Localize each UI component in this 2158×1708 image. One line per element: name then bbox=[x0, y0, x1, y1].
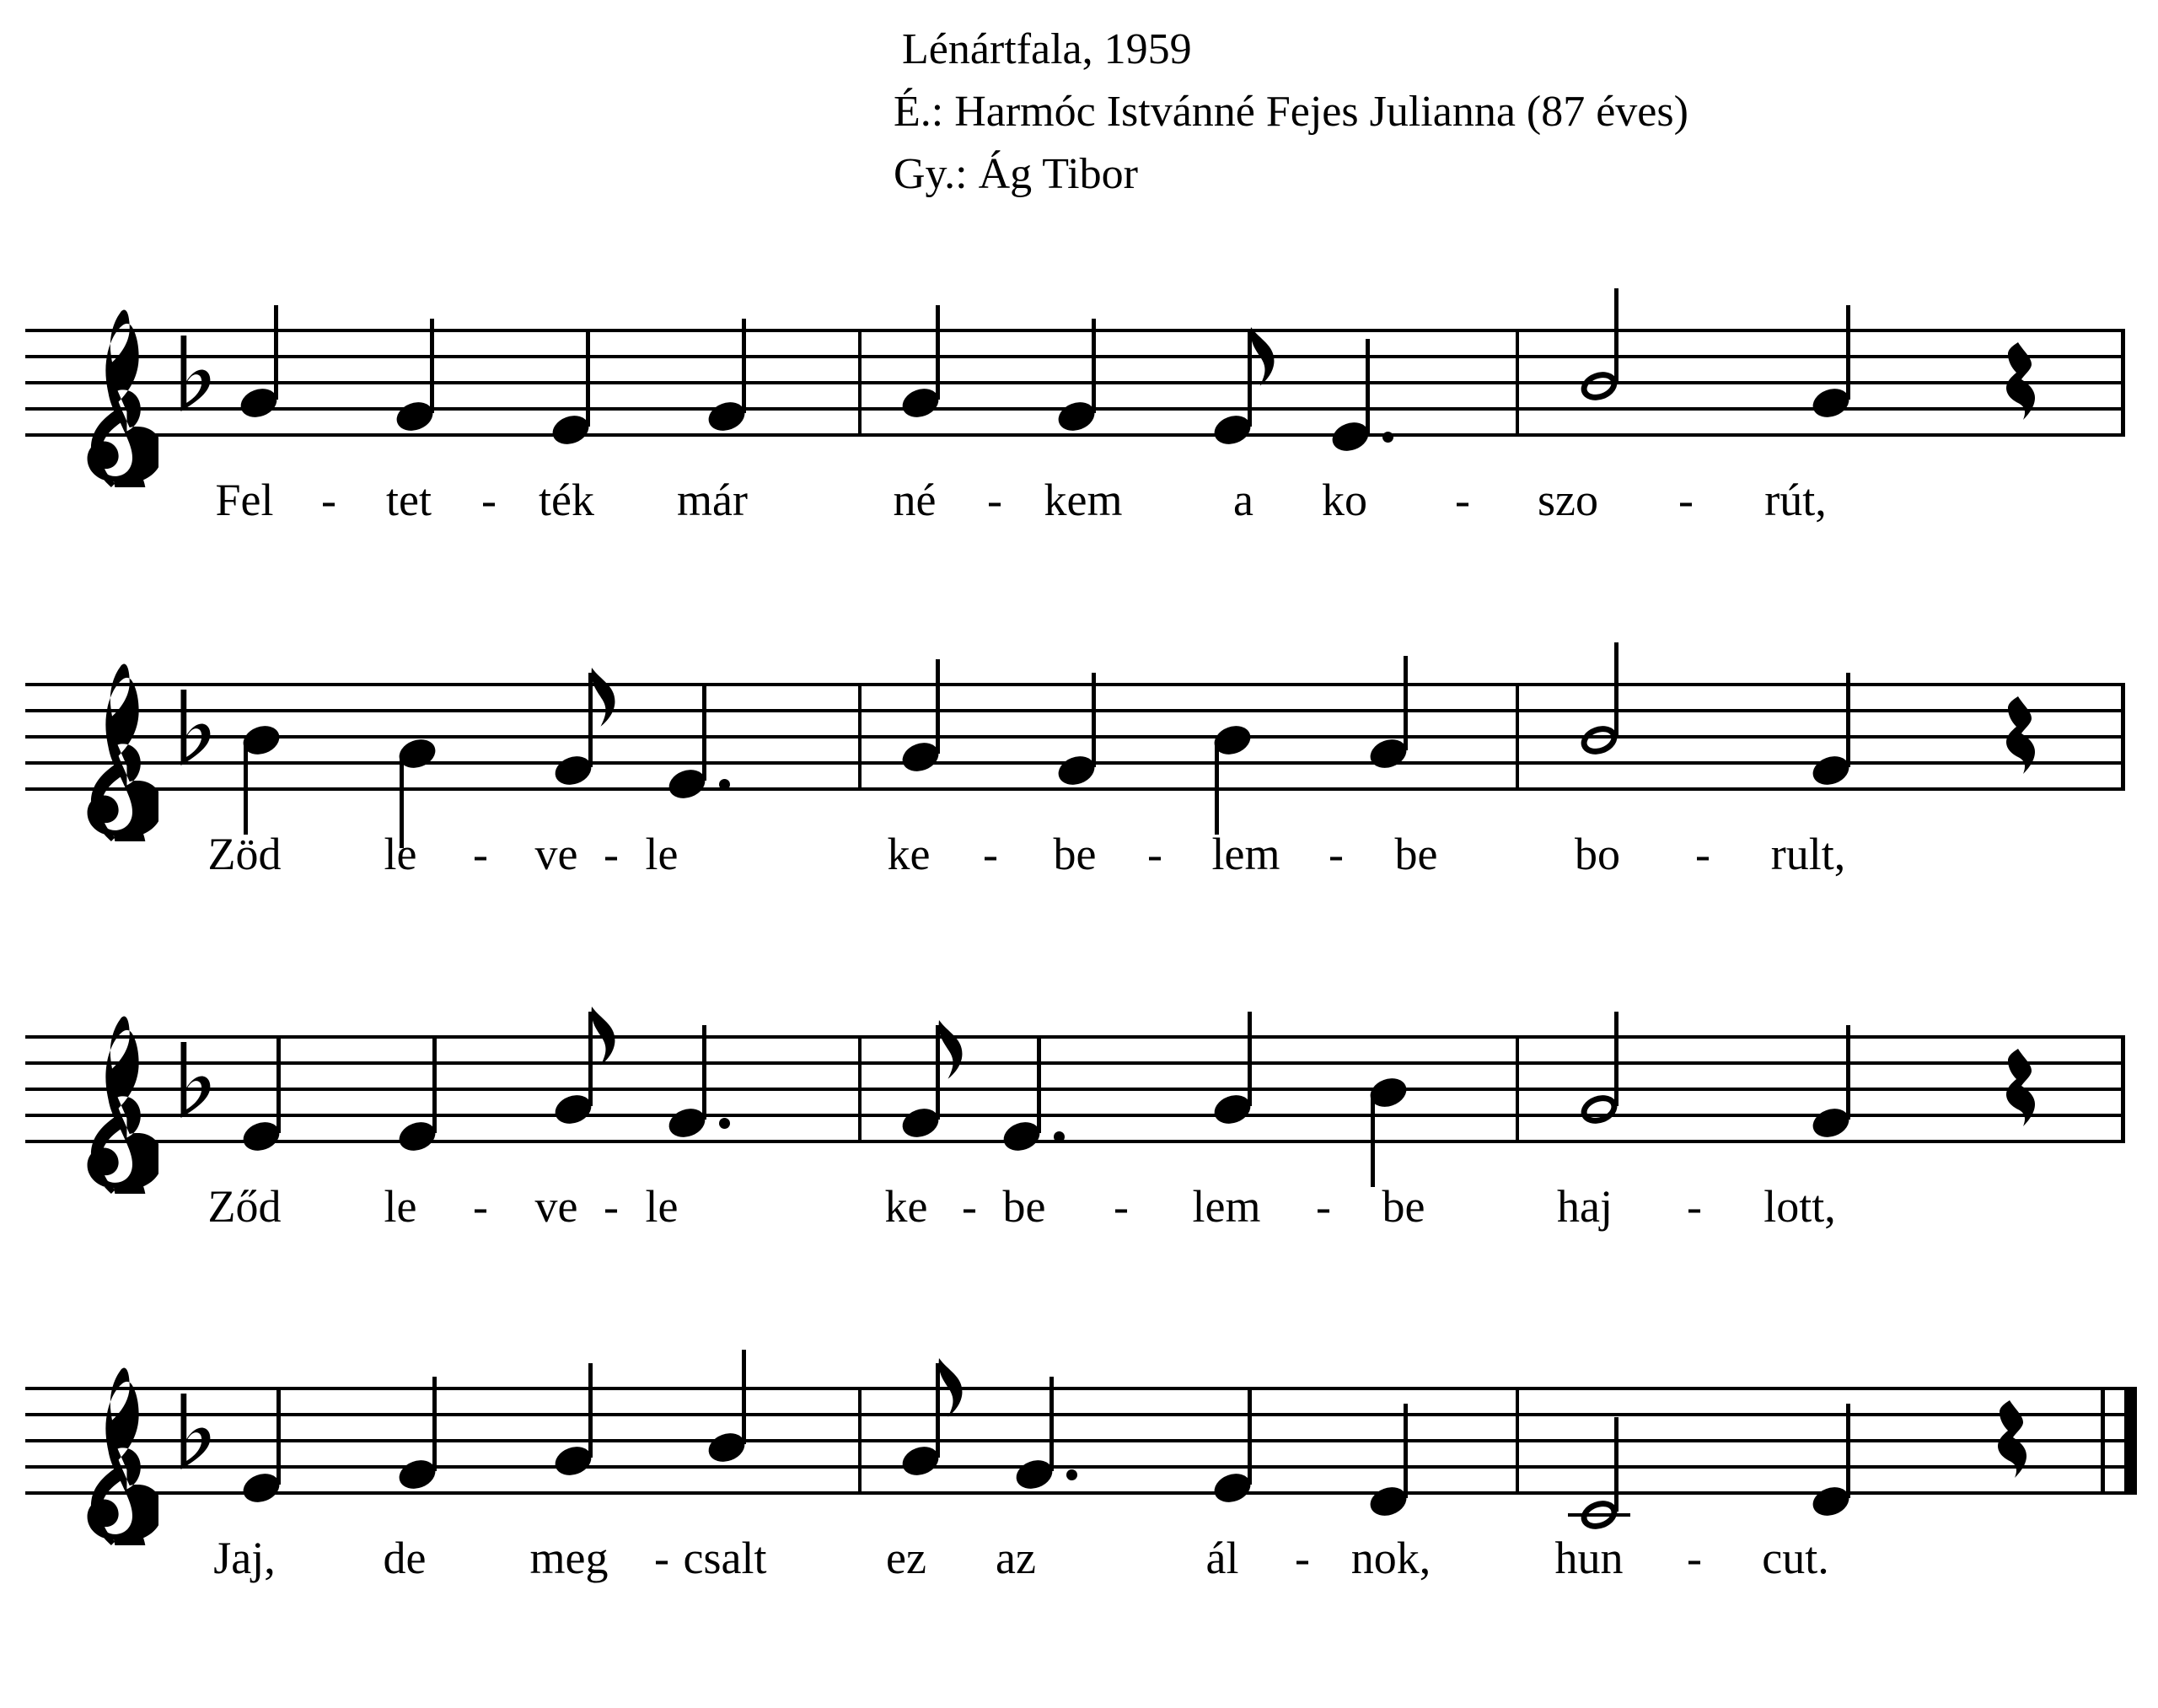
lyric-syllable: le bbox=[645, 1181, 679, 1232]
lyric-hyphen: - bbox=[1295, 1533, 1310, 1583]
staff-line bbox=[25, 1387, 2124, 1390]
lyric-syllable: be bbox=[1394, 829, 1438, 879]
lyric-hyphen: - bbox=[1695, 829, 1710, 879]
lyric-syllable: Zöd bbox=[207, 829, 282, 879]
barline bbox=[1516, 1035, 1519, 1143]
lyric-hyphen: - bbox=[604, 829, 619, 879]
staff-line bbox=[25, 355, 2124, 358]
treble-clef-icon bbox=[66, 991, 158, 1194]
lyric-syllable: rút, bbox=[1764, 475, 1827, 525]
lyric-syllable: ke bbox=[887, 829, 931, 879]
lyric-syllable: ve bbox=[534, 829, 578, 879]
lyrics-line-4 bbox=[0, 1532, 2158, 1591]
augmentation-dot bbox=[1382, 432, 1393, 443]
lyric-syllable: Ződ bbox=[207, 1181, 282, 1232]
stem bbox=[1846, 673, 1850, 767]
lyric-hyphen: - bbox=[962, 1181, 977, 1232]
stem bbox=[1092, 319, 1096, 413]
staff-line bbox=[25, 787, 2124, 791]
lyrics-line-3 bbox=[0, 1180, 2158, 1239]
stem bbox=[432, 1377, 437, 1471]
lyric-syllable: ál bbox=[1205, 1533, 1239, 1583]
staff-line bbox=[25, 1491, 2124, 1495]
quarter-rest-icon bbox=[1998, 1399, 2032, 1480]
lyric-syllable: be bbox=[1053, 829, 1097, 879]
barline bbox=[858, 683, 862, 791]
lyric-syllable: Fel bbox=[215, 475, 274, 525]
lyric-syllable: de bbox=[383, 1533, 427, 1583]
stem bbox=[276, 1390, 281, 1485]
barline bbox=[1516, 1387, 1519, 1495]
barline-end bbox=[2121, 1035, 2125, 1143]
barline bbox=[1516, 329, 1519, 437]
stem bbox=[742, 319, 746, 413]
lyric-syllable: bo bbox=[1575, 829, 1620, 879]
stem bbox=[432, 1039, 437, 1133]
lyric-syllable: le bbox=[645, 829, 679, 879]
staff-line bbox=[25, 1114, 2124, 1117]
augmentation-dot bbox=[719, 779, 730, 790]
stem bbox=[742, 1350, 746, 1444]
staff-line bbox=[25, 1413, 2124, 1416]
lyric-syllable: hun bbox=[1554, 1533, 1624, 1583]
staff-3 bbox=[25, 1035, 2124, 1143]
stem bbox=[586, 332, 590, 427]
stem bbox=[588, 1363, 593, 1458]
eighth-flag-icon bbox=[936, 1020, 974, 1082]
lyric-hyphen: - bbox=[1687, 1181, 1702, 1232]
lyric-syllable: a bbox=[1233, 475, 1253, 525]
staff-2 bbox=[25, 683, 2124, 791]
stem bbox=[936, 305, 940, 400]
quarter-rest-icon bbox=[2006, 341, 2040, 422]
lyric-syllable: be bbox=[1382, 1181, 1425, 1232]
stem bbox=[276, 1039, 281, 1133]
eighth-flag-icon bbox=[588, 668, 627, 730]
lyric-syllable: meg bbox=[529, 1533, 609, 1583]
augmentation-dot bbox=[1066, 1469, 1077, 1480]
barline bbox=[858, 329, 862, 437]
flat-key-signature-icon bbox=[173, 336, 212, 411]
flat-key-signature-icon bbox=[173, 1394, 212, 1469]
eighth-flag-icon bbox=[1248, 327, 1286, 389]
stem bbox=[1404, 1404, 1408, 1498]
lyric-syllable: az bbox=[996, 1533, 1036, 1583]
lyric-syllable: kem bbox=[1044, 475, 1123, 525]
lyric-hyphen: - bbox=[654, 1533, 669, 1583]
stem bbox=[1248, 1012, 1252, 1106]
staff-line bbox=[25, 735, 2124, 739]
lyric-syllable: né bbox=[893, 475, 937, 525]
stem bbox=[1614, 1417, 1618, 1512]
stem bbox=[1614, 642, 1618, 737]
quarter-rest-icon bbox=[2006, 1047, 2040, 1128]
lyric-syllable: haj bbox=[1557, 1181, 1613, 1232]
lyric-hyphen: - bbox=[321, 475, 336, 525]
staff-line bbox=[25, 1035, 2124, 1039]
lyric-hyphen: - bbox=[983, 829, 998, 879]
lyric-syllable: lem bbox=[1192, 1181, 1261, 1232]
lyrics-line-1 bbox=[0, 474, 2158, 533]
lyric-hyphen: - bbox=[987, 475, 1002, 525]
eighth-flag-icon bbox=[588, 1007, 627, 1069]
stem bbox=[702, 686, 706, 781]
lyric-syllable: ez bbox=[886, 1533, 926, 1583]
treble-clef-icon bbox=[66, 285, 158, 487]
lyric-hyphen: - bbox=[1147, 829, 1162, 879]
header-place-year: Lénártfala, 1959 bbox=[902, 25, 1192, 73]
lyric-hyphen: - bbox=[1678, 475, 1694, 525]
staff-line bbox=[25, 683, 2124, 686]
stem bbox=[1037, 1039, 1041, 1133]
stem bbox=[1614, 1012, 1618, 1106]
barline bbox=[1516, 683, 1519, 791]
ledger-line bbox=[1568, 1513, 1630, 1517]
lyric-hyphen: - bbox=[1687, 1533, 1702, 1583]
final-barline-thin bbox=[2101, 1387, 2105, 1495]
barline-end bbox=[2121, 329, 2125, 437]
staff-line bbox=[25, 329, 2124, 332]
stem bbox=[1846, 305, 1850, 400]
augmentation-dot bbox=[719, 1118, 730, 1129]
flat-key-signature-icon bbox=[173, 1042, 212, 1118]
stem bbox=[274, 305, 278, 400]
stem bbox=[1366, 339, 1370, 433]
staff-4 bbox=[25, 1387, 2124, 1495]
lyric-syllable: ve bbox=[534, 1181, 578, 1232]
barline-end bbox=[2121, 683, 2125, 791]
staff-line bbox=[25, 1465, 2124, 1469]
header-performer: É.: Harmóc Istvánné Fejes Julianna (87 éves) bbox=[894, 87, 1688, 136]
stem bbox=[430, 319, 434, 413]
lyric-syllable: le bbox=[384, 1181, 417, 1232]
staff-1 bbox=[25, 329, 2124, 437]
quarter-rest-icon bbox=[2006, 695, 2040, 776]
barline bbox=[858, 1035, 862, 1143]
lyric-syllable: cut. bbox=[1762, 1533, 1829, 1583]
stem bbox=[1092, 673, 1096, 767]
header-collector: Gy.: Ág Tibor bbox=[894, 149, 1138, 198]
lyric-syllable: lott, bbox=[1763, 1181, 1836, 1232]
stem bbox=[1846, 1404, 1850, 1498]
lyric-syllable: szo bbox=[1538, 475, 1598, 525]
treble-clef-icon bbox=[66, 1343, 158, 1545]
stem bbox=[1846, 1025, 1850, 1120]
lyric-syllable: ko bbox=[1322, 475, 1367, 525]
staff-line bbox=[25, 381, 2124, 384]
barline bbox=[858, 1387, 862, 1495]
lyric-hyphen: - bbox=[1316, 1181, 1331, 1232]
lyric-syllable: már bbox=[677, 475, 748, 525]
lyric-hyphen: - bbox=[1329, 829, 1344, 879]
stem bbox=[1371, 1093, 1375, 1187]
lyric-syllable: lem bbox=[1211, 829, 1280, 879]
augmentation-dot bbox=[1054, 1131, 1065, 1142]
lyric-syllable: nok, bbox=[1350, 1533, 1431, 1583]
final-barline-thick bbox=[2124, 1387, 2137, 1495]
stem bbox=[1049, 1377, 1054, 1471]
lyrics-line-2 bbox=[0, 828, 2158, 887]
stem bbox=[244, 740, 248, 835]
stem bbox=[1404, 656, 1408, 750]
lyric-hyphen: - bbox=[604, 1181, 619, 1232]
lyric-hyphen: - bbox=[1455, 475, 1470, 525]
score-header bbox=[894, 19, 1688, 205]
staff-line bbox=[25, 709, 2124, 712]
treble-clef-icon bbox=[66, 639, 158, 841]
lyric-syllable: ték bbox=[539, 475, 594, 525]
lyric-hyphen: - bbox=[1114, 1181, 1129, 1232]
lyric-hyphen: - bbox=[481, 475, 497, 525]
flat-key-signature-icon bbox=[173, 690, 212, 765]
lyric-hyphen: - bbox=[473, 1181, 488, 1232]
lyric-syllable: le bbox=[384, 829, 417, 879]
lyric-syllable: rult, bbox=[1770, 829, 1846, 879]
eighth-flag-icon bbox=[936, 1358, 974, 1421]
staff-line bbox=[25, 1088, 2124, 1091]
lyric-syllable: csalt bbox=[683, 1533, 767, 1583]
lyric-hyphen: - bbox=[473, 829, 488, 879]
staff-line bbox=[25, 1061, 2124, 1065]
staff-line bbox=[25, 1439, 2124, 1442]
lyric-syllable: tet bbox=[386, 475, 432, 525]
lyric-syllable: Jaj, bbox=[213, 1533, 276, 1583]
stem bbox=[702, 1025, 706, 1120]
stem bbox=[1614, 288, 1618, 383]
staff-line bbox=[25, 1140, 2124, 1143]
stem bbox=[936, 659, 940, 754]
stem bbox=[1248, 1390, 1252, 1485]
staff-line bbox=[25, 433, 2124, 437]
lyric-syllable: be bbox=[1002, 1181, 1046, 1232]
stem bbox=[1215, 740, 1219, 835]
lyric-syllable: ke bbox=[884, 1181, 928, 1232]
